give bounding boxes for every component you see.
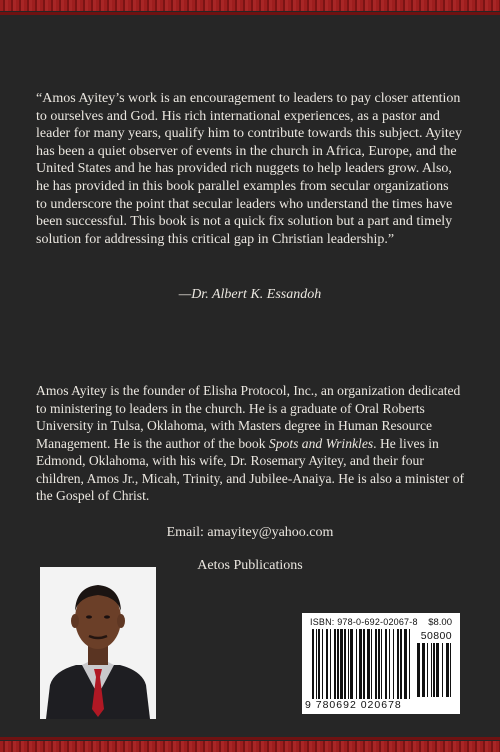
ean-digits: 9 780692 020678 <box>305 699 402 711</box>
barcode-bar <box>431 643 432 697</box>
barcode-bar <box>385 629 387 699</box>
isbn-label: ISBN: 978-0-692-02067-8 <box>310 617 418 627</box>
endorsement-attribution: —Dr. Albert K. Essandoh <box>178 287 322 302</box>
barcode-bar <box>400 629 402 699</box>
barcode-bar <box>375 629 377 699</box>
barcode-bar <box>367 629 370 699</box>
price-code: 50800 <box>420 630 452 642</box>
barcode-bar <box>337 629 339 699</box>
barcode-bar <box>356 629 357 699</box>
barcode-bar <box>340 629 343 699</box>
barcode-bar <box>363 629 365 699</box>
barcode-bar <box>436 643 439 697</box>
barcode-bar <box>409 629 410 699</box>
barcode-bar <box>318 629 320 699</box>
publisher-name: Aetos Publications <box>197 558 303 573</box>
barcode-bar <box>322 629 323 699</box>
barcode-bar <box>359 629 362 699</box>
barcode-bar <box>393 629 394 699</box>
barcode-bar <box>316 629 317 699</box>
bottom-red-thin-border <box>0 737 500 740</box>
bio-text-part1: Amos Ayitey is the founder of Elisha Protocol, Inc., an organization dedicated to ministering to leaders in the church. He is a graduate of Oral Roberts University in Tulsa, Oklahoma, with Masters degree in Human Resource Management. He is the author of the book <box>36 383 461 451</box>
barcode-bar <box>404 629 407 699</box>
barcode-bar <box>381 629 382 699</box>
barcode-bar <box>350 629 353 699</box>
barcode-bar <box>442 643 443 697</box>
barcode-bar <box>344 629 346 699</box>
barcode-bar <box>330 629 331 699</box>
barcode-bar <box>378 629 380 699</box>
isbn-barcode <box>302 613 460 714</box>
top-red-border <box>0 0 500 11</box>
barcode-bar <box>450 643 451 697</box>
bottom-red-border <box>0 741 500 752</box>
bio-text-part2: . He lives in Edmond, Oklahoma, with his wife, Dr. Rosemary Ayitey, and their four children, Amos Jr., Micah, Trinity, and Jubilee-Anaiya. He is also a minister of the Gospel of Christ. <box>36 435 465 503</box>
barcode-bar <box>312 629 314 699</box>
barcode-bar <box>433 643 435 697</box>
barcode-bar <box>427 643 428 697</box>
barcode-bar <box>326 629 328 699</box>
endorsement-quote: “Amos Ayitey’s work is an encouragement to leaders to pay closer attention to ourselves and God. His rich international experiences, as a pastor and leader for many years, qualify him to contribute towards this subject. Ayitey has been a quiet observer of events in the church in Africa, Europe, and the United States and he has provided rich nuggets to help leaders grow. Also, he has provided in this book parallel examples from secular organizations to underscore the point that secular leaders who understand the times have been successful. This book is not a quick fix solution but a part and timely solution for addressing this critical gap in Christian leadership.” <box>36 91 462 247</box>
barcode-bar <box>334 629 336 699</box>
author-bio <box>36 382 466 505</box>
barcode-bar <box>389 629 390 699</box>
price-label: $8.00 <box>428 617 452 628</box>
barcode-bar <box>397 629 399 699</box>
barcode-bar <box>348 629 349 699</box>
barcode-bar <box>446 643 449 697</box>
barcode-bar <box>371 629 372 699</box>
author-email: Email: amayitey@yahoo.com <box>166 525 334 540</box>
barcode-bar <box>422 643 425 697</box>
book-title: Spots and Wrinkles <box>268 435 374 451</box>
top-red-thin-border <box>0 12 500 15</box>
ean-barcode-bars <box>312 629 412 699</box>
author-photo <box>40 567 156 719</box>
barcode-bar <box>417 643 420 697</box>
addon-barcode-bars <box>417 643 453 697</box>
